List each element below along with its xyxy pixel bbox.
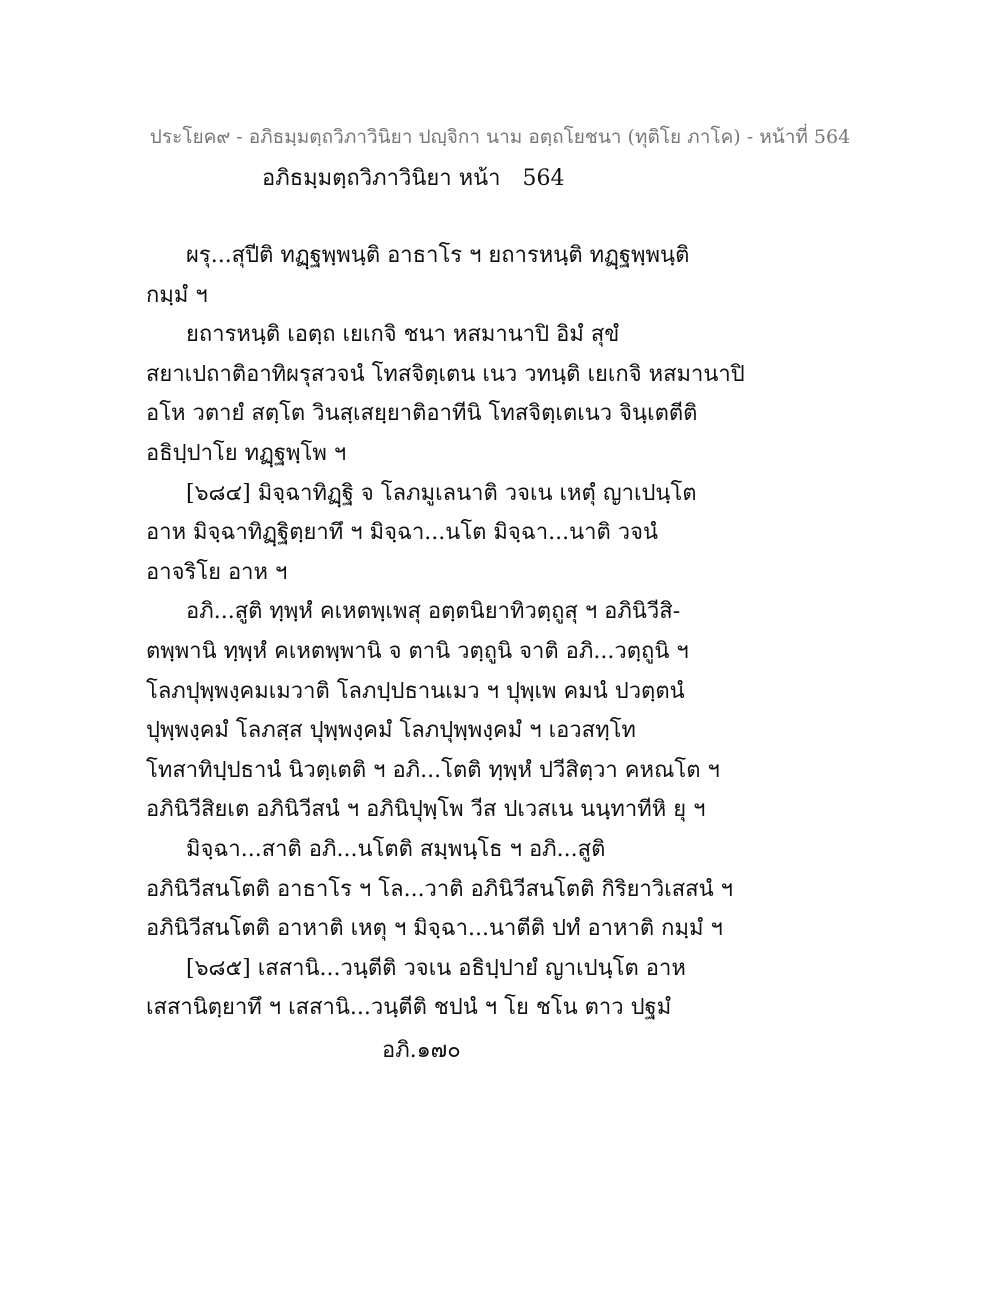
page-title: อภิธมฺมตฺถวิภาวินิยา หน้า xyxy=(262,166,501,191)
text-line: ตพฺพานิ ทฺพฺหํ คเหตพฺพานิ จ ตานิ วตฺถูนิ จาติ อภิ...วตฺถูนิ ฯ xyxy=(146,638,689,664)
text-line: อภินิวีสิยเต อภินิวีสนํ ฯ อภินิปุพฺโพ วีส ปเวสเน นนฺทาทีหิ ยุ ฯ xyxy=(146,797,706,823)
text-line: โทสาทิปฺปธานํ นิวตฺเตติ ฯ อภิ...โตติ ทฺพฺหํ ปวีสิตฺวา คหณโต ฯ xyxy=(146,757,720,783)
text-line: อาจริโย อาห ฯ xyxy=(146,559,288,585)
text-line: อภินิวีสนโตติ อาธาโร ฯ โล...วาติ อภินิวีสนโตติ กิริยาวิเสสนํ ฯ xyxy=(146,876,733,902)
text-line: โลภปุพฺพงฺคมเมวาติ โลภปฺปธานเมว ฯ ปุพฺเพ คมนํ ปวตฺตนํ xyxy=(146,678,685,704)
text-line: อโห วตายํ สตฺโต วินสฺเสยฺยาติอาทีนิ โทสจิตฺเตเนว จินฺเตตีติ xyxy=(146,401,698,427)
text-line: [๖๘๕] เสสานิ...วนฺตีติ วจเน อธิปฺปายํ ญาเปนฺโต อาห xyxy=(186,955,686,981)
page-footer-marker: อภิ.๑๗๐ xyxy=(382,1038,461,1063)
text-line: อภิ...สูติ ทฺพฺหํ คเหตพฺเพสุ อตฺตนิยาทิวตฺถูสุ ฯ อภินิวีสิ- xyxy=(186,599,681,625)
text-line: สยาเปถาติอาทิผรุสวจนํ โทสจิตฺเตน เนว วทนฺติ เยเกจิ หสมานาปิ xyxy=(146,361,745,387)
text-line: เสสานิตฺยาทึ ฯ เสสานิ...วนฺตีติ ชปนํ ฯ โย ชโน ตาว ปฐมํ xyxy=(146,995,672,1021)
page-number: 564 xyxy=(522,166,565,191)
text-line: กมฺมํ ฯ xyxy=(146,282,208,308)
text-line: อาห มิจฺฉาทิฏฺฐิตฺยาทึ ฯ มิจฺฉา...นโต มิจฺฉา...นาติ วจนํ xyxy=(146,520,659,546)
text-line: อธิปฺปาโย ทฏฺฐพฺโพ ฯ xyxy=(146,440,347,466)
text-line: มิจฺฉา...สาติ อภิ...นโตติ สมฺพนฺโธ ฯ อภิ...สูติ xyxy=(186,836,606,862)
text-line: ปุพฺพงฺคมํ โลภสฺส ปุพฺพงฺคมํ โลภปุพฺพงฺคมํ ฯ เอวสทฺโท xyxy=(146,718,636,744)
running-header: ประโยค๙ - อภิธมฺมตฺถวิภาวินิยา ปญฺจิกา นาม อตฺถโยชนา (ทุติโย ภาโค) - หน้าที่ 564 xyxy=(149,126,851,148)
text-line: ผรุ...สุปีติ ทฏฺฐพฺพนฺติ อาธาโร ฯ ยถารหนฺติ ทฏฺฐพฺพนฺติ xyxy=(186,243,690,268)
page-heading xyxy=(262,160,565,195)
text-line: อภินิวีสนโตติ อาหาติ เหตุ ฯ มิจฺฉา...นาตีติ ปทํ อาหาติ กมฺมํ ฯ xyxy=(146,916,723,942)
text-line: [๖๘๔] มิจฺฉาทิฏฺฐิ จ โลภมูเลนาติ วจเน เหตุํ ญาเปนฺโต xyxy=(186,480,697,506)
body-text xyxy=(146,236,745,1028)
text-line: ยถารหนฺติ เอตฺถ เยเกจิ ชนา หสมานาปิ อิมํ สุขํ xyxy=(186,322,620,348)
